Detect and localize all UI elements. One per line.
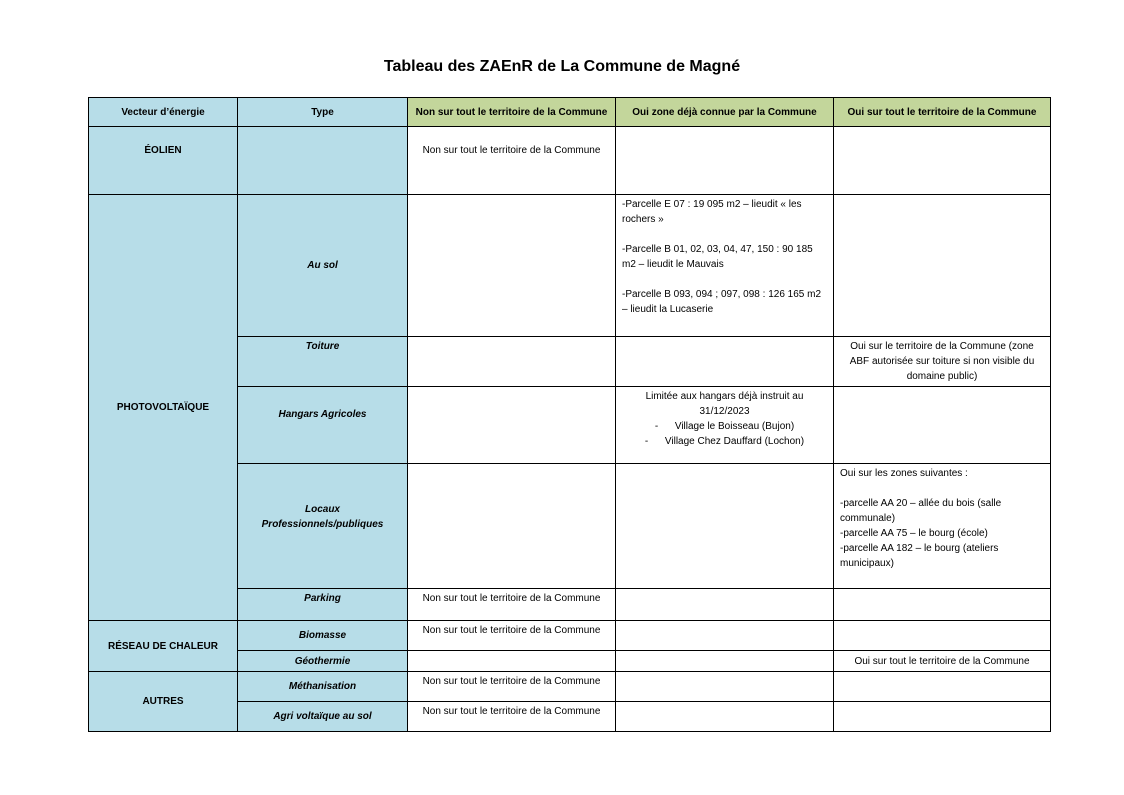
cell-au-sol-non xyxy=(408,195,616,337)
table-row xyxy=(89,127,1051,195)
cell-locaux-oui-zone xyxy=(616,464,834,589)
type-toiture: Toiture xyxy=(238,337,408,387)
type-methanisation: Méthanisation xyxy=(238,672,408,702)
locaux-intro: Oui sur les zones suivantes : xyxy=(840,468,968,479)
cell-biomasse-non: Non sur tout le territoire de la Commune xyxy=(408,621,616,651)
cell-locaux-non xyxy=(408,464,616,589)
hangars-intro: Limitée aux hangars déjà instruit au 31/12/2023 xyxy=(645,391,804,417)
cell-toiture-non xyxy=(408,337,616,387)
cell-agri-non: Non sur tout le territoire de la Commune xyxy=(408,702,616,732)
table-row xyxy=(89,195,1051,337)
header-oui-tout: Oui sur tout le territoire de la Commune xyxy=(834,98,1051,127)
type-au-sol: Au sol xyxy=(238,195,408,337)
cell-biomasse-oui-zone xyxy=(616,621,834,651)
cell-agri-oui-zone xyxy=(616,702,834,732)
cell-methanisation-non: Non sur tout le territoire de la Commune xyxy=(408,672,616,702)
vecteur-photovoltaique: PHOTOVOLTAÏQUE xyxy=(89,195,238,621)
header-oui-zone: Oui zone déjà connue par la Commune xyxy=(616,98,834,127)
cell-toiture-oui-tout: Oui sur le territoire de la Commune (zone ABF autorisée sur toiture si non visible du domaine public) xyxy=(834,337,1051,387)
type-parking: Parking xyxy=(238,589,408,621)
vecteur-eolien: ÉOLIEN xyxy=(89,127,238,195)
cell-hangars-oui-zone xyxy=(616,387,834,464)
hangars-item: - Village Chez Dauffard (Lochon) xyxy=(644,436,805,447)
cell-parking-non: Non sur tout le territoire de la Commune xyxy=(408,589,616,621)
cell-methanisation-oui-zone xyxy=(616,672,834,702)
page-title: Tableau des ZAEnR de La Commune de Magné xyxy=(383,58,741,75)
cell-eolien-oui-zone xyxy=(616,127,834,195)
cell-geothermie-oui-tout: Oui sur tout le territoire de la Commune xyxy=(834,651,1051,672)
cell-locaux-oui-tout xyxy=(834,464,1051,589)
cell-toiture-oui-zone xyxy=(616,337,834,387)
cell-geothermie-oui-zone xyxy=(616,651,834,672)
cell-agri-oui-tout xyxy=(834,702,1051,732)
locaux-item: -parcelle AA 20 – allée du bois (salle communale) xyxy=(840,498,1002,524)
locaux-item: -parcelle AA 182 – le bourg (ateliers municipaux) xyxy=(840,543,999,569)
type-biomasse: Biomasse xyxy=(238,621,408,651)
cell-au-sol-oui-zone xyxy=(616,195,834,337)
cell-hangars-non xyxy=(408,387,616,464)
table-header-row xyxy=(89,98,1051,127)
type-geothermie: Géothermie xyxy=(238,651,408,672)
header-vecteur: Vecteur d’énergie xyxy=(89,98,238,127)
type-hangars: Hangars Agricoles xyxy=(238,387,408,464)
locaux-item: -parcelle AA 75 – le bourg (école) xyxy=(840,528,988,539)
cell-au-sol-oui-tout xyxy=(834,195,1051,337)
zaenr-table xyxy=(88,97,1051,732)
cell-geothermie-non xyxy=(408,651,616,672)
cell-eolien-oui-tout xyxy=(834,127,1051,195)
cell-eolien-non: Non sur tout le territoire de la Commune xyxy=(408,127,616,195)
parcelle-text: -Parcelle B 093, 094 ; 097, 098 : 126 165 m2 – lieudit la Lucaserie xyxy=(622,289,822,315)
hangars-item: - Village le Boisseau (Bujon) xyxy=(654,421,795,432)
vecteur-reseau: RÉSEAU DE CHALEUR xyxy=(89,621,238,672)
cell-parking-oui-tout xyxy=(834,589,1051,621)
type-agri-voltaique: Agri voltaïque au sol xyxy=(238,702,408,732)
parcelle-text: -Parcelle E 07 : 19 095 m2 – lieudit « les rochers » xyxy=(622,199,802,225)
header-type: Type xyxy=(238,98,408,127)
cell-methanisation-oui-tout xyxy=(834,672,1051,702)
table-row xyxy=(89,672,1051,702)
header-non: Non sur tout le territoire de la Commune xyxy=(408,98,616,127)
type-locaux: Locaux Professionnels/publiques xyxy=(238,464,408,589)
cell-hangars-oui-tout xyxy=(834,387,1051,464)
vecteur-autres: AUTRES xyxy=(89,672,238,732)
cell-parking-oui-zone xyxy=(616,589,834,621)
type-eolien-empty xyxy=(238,127,408,195)
cell-biomasse-oui-tout xyxy=(834,621,1051,651)
table-row xyxy=(89,621,1051,651)
parcelle-text: -Parcelle B 01, 02, 03, 04, 47, 150 : 90 185 m2 – lieudit le Mauvais xyxy=(622,244,813,270)
